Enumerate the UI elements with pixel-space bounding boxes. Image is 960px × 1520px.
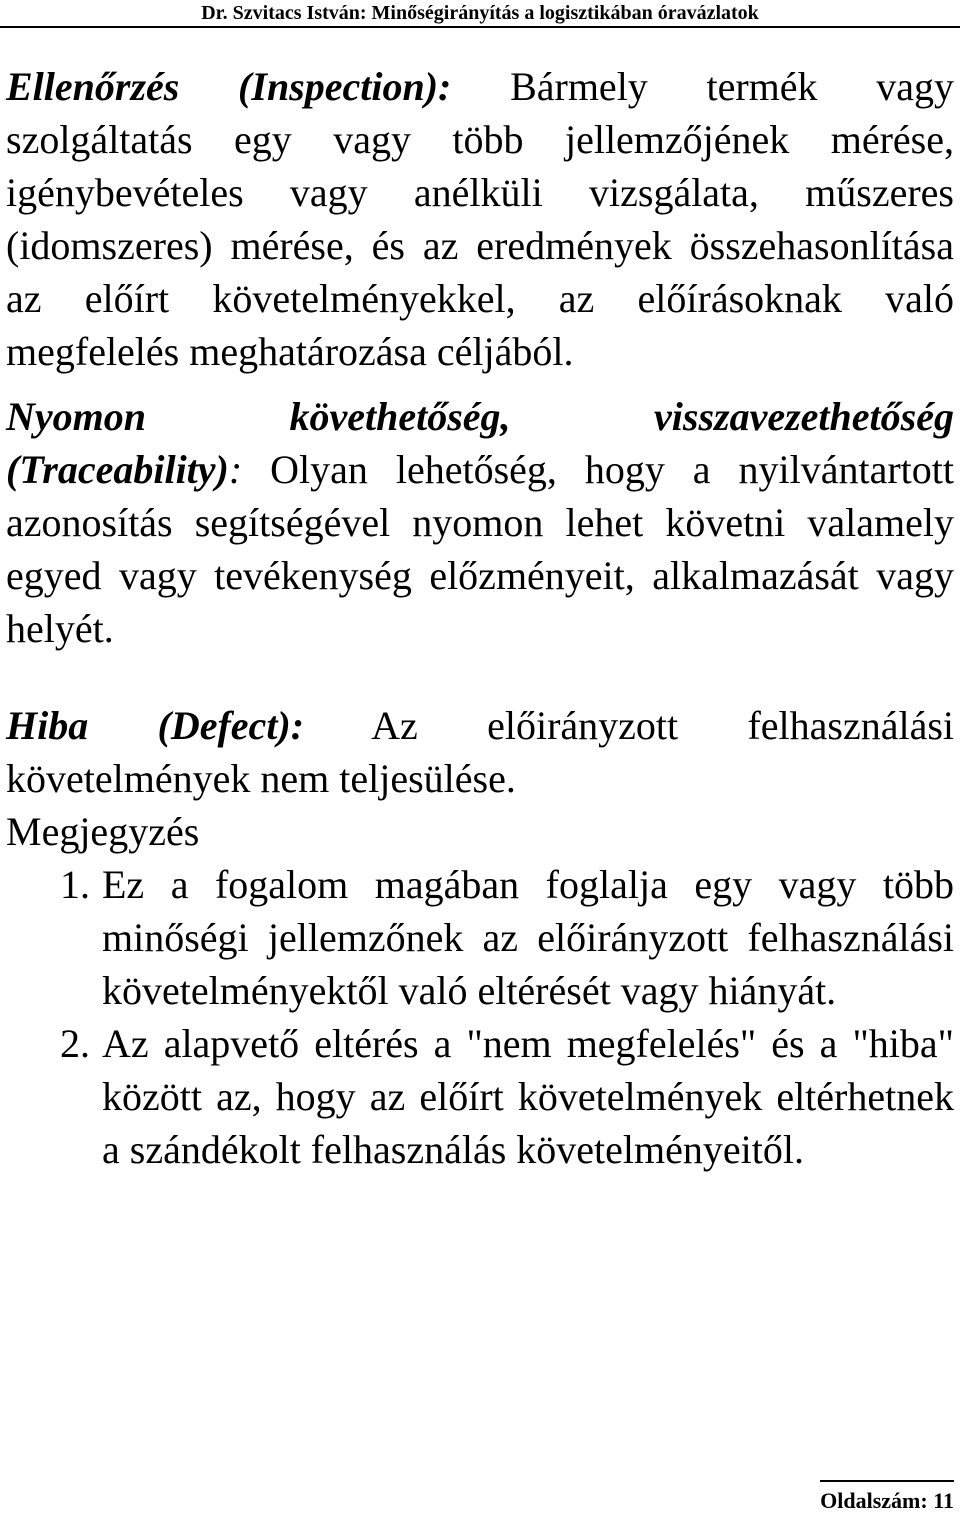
page-footer bbox=[820, 1486, 954, 1516]
term-inspection: Ellenőrzés (Inspection): bbox=[6, 64, 452, 109]
traceability-title-word-1: Nyomon bbox=[6, 394, 146, 439]
page-header bbox=[0, 0, 960, 28]
definition-inspection bbox=[6, 60, 954, 378]
definition-traceability-title bbox=[6, 390, 954, 443]
header-title: Dr. Szvitacs István: Minőségirányítás a logisztikában óravázlatok bbox=[201, 2, 759, 24]
note-text: Ez a fogalom magában foglalja egy vagy több minőségi jellemzőnek az előirányzott felhasználási követelményektől való eltérését vagy hiányát. bbox=[102, 862, 954, 1013]
footer-rule bbox=[820, 1480, 954, 1482]
traceability-title-word-2: követhetőség, bbox=[289, 394, 511, 439]
definition-traceability-text: Olyan lehetőség, hogy a nyilvántartott azonosítás segítségével nyomon lehet követni valamely egyed vagy tevékenység előzményeit, alkalmazását vagy helyét. bbox=[6, 447, 954, 651]
page-number: Oldalszám: 11 bbox=[820, 1488, 954, 1513]
document-body bbox=[6, 60, 954, 1176]
notes-list bbox=[6, 858, 954, 1176]
term-traceability-colon: : bbox=[228, 447, 243, 492]
note-number: 1. bbox=[60, 862, 90, 907]
definition-defect bbox=[6, 699, 954, 805]
note-item bbox=[6, 1017, 954, 1176]
note-item bbox=[6, 858, 954, 1017]
traceability-title-word-3: visszavezethetőség bbox=[654, 394, 954, 439]
note-number: 2. bbox=[60, 1021, 90, 1066]
definition-defect-text: Az előirányzott felhasználási követelmények nem teljesülése. bbox=[6, 703, 954, 801]
notes-title: Megjegyzés bbox=[6, 809, 200, 854]
definition-inspection-text: Bármely termék vagy szolgáltatás egy vagy több jellemzőjének mérése, igénybevételes vagy anélküli vizsgálata, műszeres (idomszeres) mérése, és az eredmények összehasonlítása az előírt követelményekkel, az előírásoknak való megfelelés meghatározása céljából. bbox=[6, 64, 954, 374]
term-defect: Hiba (Defect): bbox=[6, 703, 305, 748]
note-text: Az alapvető eltérés a "nem megfelelés" és a "hiba" között az, hogy az előírt követelmények eltérhetnek a szándékolt felhasználás követelményeitől. bbox=[102, 1021, 954, 1172]
definition-traceability bbox=[6, 443, 954, 655]
term-traceability: (Traceability) bbox=[6, 447, 229, 492]
